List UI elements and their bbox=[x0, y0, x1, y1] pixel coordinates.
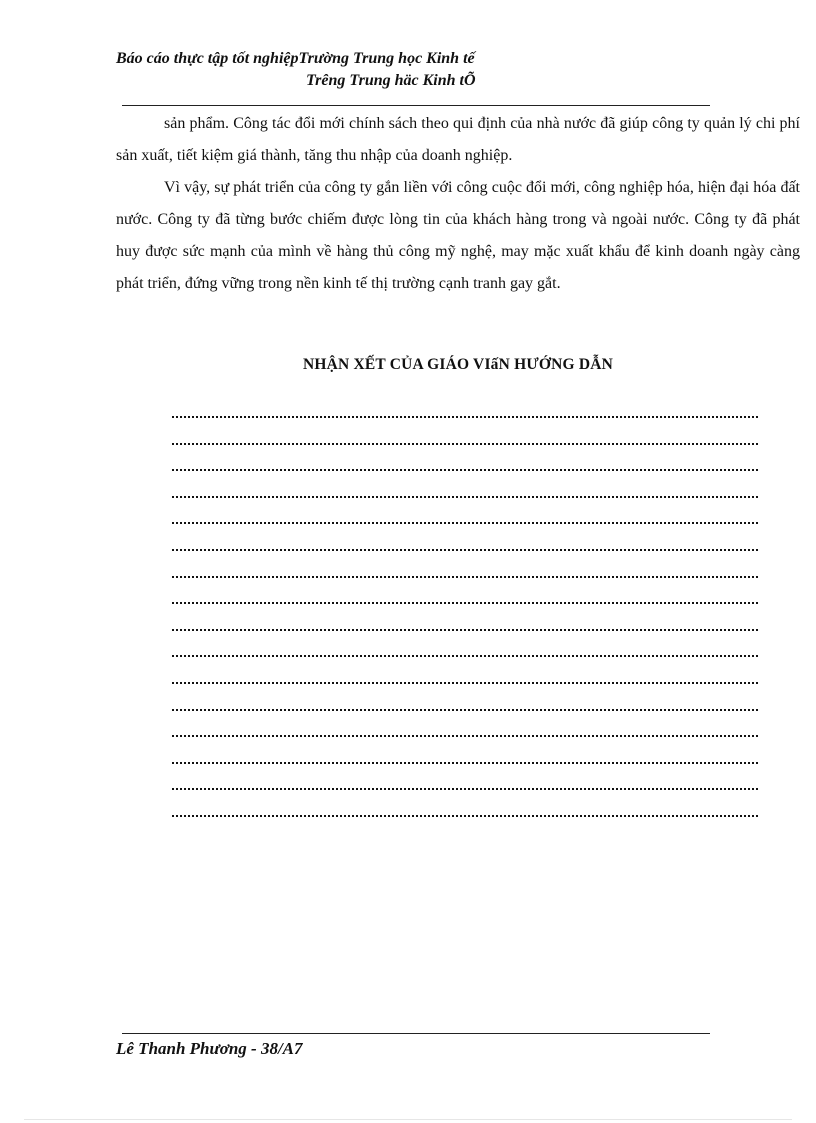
paragraph: sản phẩm. Công tác đổi mới chính sách theo qui định của nhà nước đã giúp công ty quản lý chi phí sản xuất, tiết kiệm giá thành, tăng thu nhập của doanh nghiệp. bbox=[116, 115, 800, 164]
section-title: NHẬN XẾT CỦA GIÁO VIấN HƯỚNG DẪN bbox=[302, 356, 614, 373]
dotted-line bbox=[172, 735, 758, 737]
dotted-line bbox=[172, 788, 758, 790]
body-text bbox=[116, 108, 800, 300]
dotted-line bbox=[172, 522, 758, 524]
header-divider bbox=[122, 105, 710, 106]
paragraph: Vì vậy, sự phát triển của công ty gắn liền với công cuộc đổi mới, công nghiệp hóa, hiện đại hóa đất nước. Công ty đã từng bước chiếm được lòng tin của khách hàng trong và ngoài nước. Công ty đã phát huy được sức mạnh của mình về hàng thủ công mỹ nghệ, may mặc xuất khẩu để kinh doanh ngày càng phát triển, đứng vững trong nền kinh tế thị trường cạnh tranh gay gắt. bbox=[116, 179, 800, 292]
dotted-line bbox=[172, 443, 758, 445]
dotted-line bbox=[172, 762, 758, 764]
dotted-line bbox=[172, 496, 758, 498]
header-subtitle: Trêng Trung häc Kinh tÕ bbox=[306, 72, 476, 89]
dotted-line bbox=[172, 469, 758, 471]
dotted-line bbox=[172, 655, 758, 657]
dotted-line bbox=[172, 629, 758, 631]
dotted-line bbox=[172, 602, 758, 604]
header-title: Báo cáo thực tập tốt nghiệpTrường Trung học Kinh tế bbox=[116, 50, 475, 67]
footer-divider bbox=[122, 1033, 710, 1034]
dotted-line bbox=[172, 682, 758, 684]
dotted-line bbox=[172, 576, 758, 578]
dotted-line bbox=[172, 549, 758, 551]
dotted-line bbox=[172, 416, 758, 418]
comment-lines bbox=[172, 416, 758, 842]
dotted-line bbox=[172, 709, 758, 711]
dotted-line bbox=[172, 815, 758, 817]
page-edge bbox=[24, 1119, 792, 1120]
footer-author: Lê Thanh Phương - 38/A7 bbox=[116, 1039, 303, 1058]
